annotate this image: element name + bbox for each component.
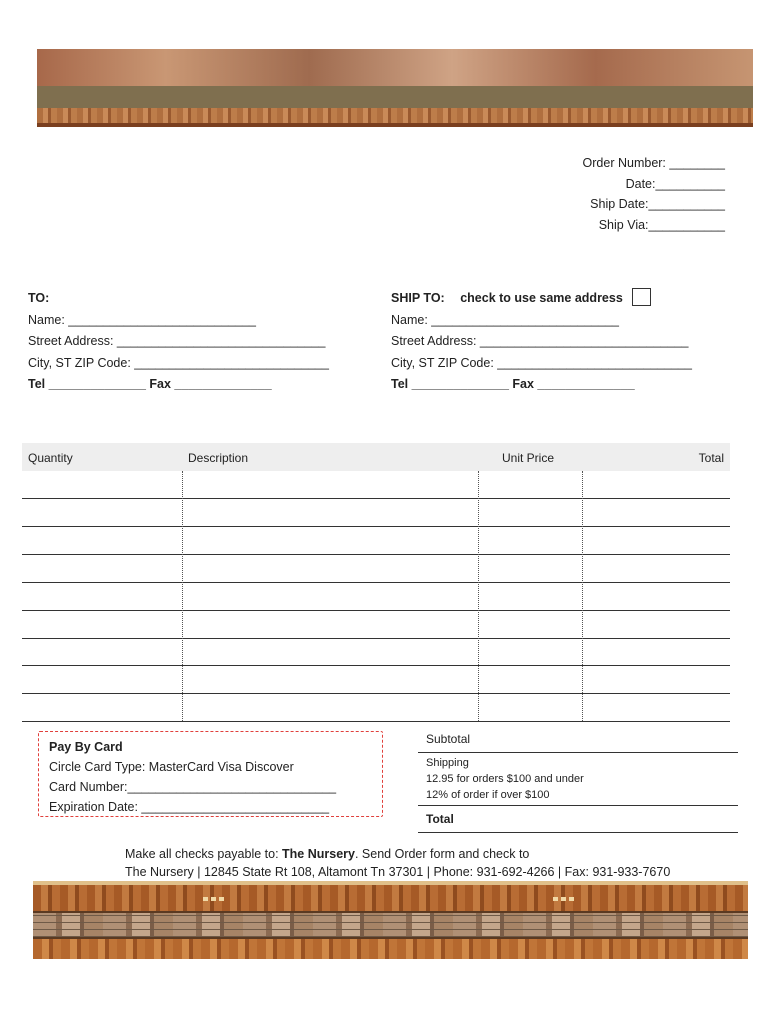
footer-note bbox=[125, 845, 670, 881]
same-address-checkbox[interactable] bbox=[632, 288, 651, 306]
pay-by-card-heading: Pay By Card bbox=[49, 740, 123, 754]
ship-to-street-field[interactable]: Street Address: ______________________________ bbox=[391, 334, 689, 348]
card-number-field[interactable]: Card Number:______________________________ bbox=[49, 780, 337, 794]
table-row[interactable] bbox=[22, 554, 730, 555]
to-name-field[interactable]: Name: ___________________________ bbox=[28, 312, 256, 327]
checks-payable-line bbox=[125, 845, 670, 863]
total-label: Total bbox=[426, 812, 454, 826]
footer-stone-band bbox=[33, 911, 748, 939]
column-header-total: Total bbox=[698, 451, 724, 465]
column-header-description: Description bbox=[188, 451, 249, 465]
ship-to-name-field[interactable]: Name: ___________________________ bbox=[391, 312, 619, 327]
table-row[interactable] bbox=[22, 610, 730, 611]
ornament-dots bbox=[203, 897, 225, 901]
column-header-unit-price: Unit Price bbox=[502, 451, 555, 465]
ornament-dots bbox=[553, 897, 575, 901]
shipping-rule-1: 12.95 for orders $100 and under bbox=[426, 773, 584, 785]
table-row[interactable] bbox=[22, 665, 730, 666]
ship-to-city-field[interactable]: City, ST ZIP Code: ____________________________ bbox=[391, 355, 692, 370]
to-street-field[interactable]: Street Address: ______________________________ bbox=[28, 334, 326, 348]
table-row[interactable] bbox=[22, 498, 730, 499]
ship-to-address-block bbox=[391, 288, 692, 396]
column-divider bbox=[582, 471, 583, 721]
order-info bbox=[583, 153, 725, 235]
company-address-line: The Nursery | 12845 State Rt 108, Altamont Tn 37301 | Phone: 931-692-4266 | Fax: 931-933-7670 bbox=[125, 865, 671, 879]
total-line[interactable] bbox=[418, 832, 738, 833]
to-heading: TO: bbox=[28, 291, 50, 305]
banner-olive-band bbox=[37, 86, 753, 108]
card-expiration-field[interactable]: Expiration Date: ___________________________ bbox=[49, 800, 330, 814]
shipping-rule-2: 12% of order if over $100 bbox=[426, 789, 550, 801]
same-address-label: check to use same address bbox=[460, 291, 623, 305]
checks-suffix: . Send Order form and check to bbox=[354, 847, 530, 861]
to-city-field[interactable]: City, ST ZIP Code: ____________________________ bbox=[28, 355, 329, 370]
footer-banner bbox=[33, 881, 748, 959]
footer-wood-band bbox=[33, 881, 748, 911]
column-divider bbox=[478, 471, 479, 721]
ship-to-heading-row bbox=[391, 288, 692, 310]
table-row[interactable] bbox=[22, 693, 730, 694]
shipping-line[interactable] bbox=[418, 805, 738, 806]
table-row[interactable] bbox=[22, 721, 730, 722]
table-row[interactable] bbox=[22, 638, 730, 639]
card-type-field[interactable]: Circle Card Type: MasterCard Visa Discover bbox=[49, 760, 294, 774]
table-row[interactable] bbox=[22, 526, 730, 527]
column-divider bbox=[182, 471, 183, 721]
ship-to-heading: SHIP TO: bbox=[391, 291, 445, 305]
shipping-label: Shipping bbox=[426, 757, 469, 769]
order-number-field[interactable]: Order Number: ________ bbox=[582, 156, 725, 170]
table-row[interactable] bbox=[22, 582, 730, 583]
header-banner bbox=[37, 49, 753, 127]
ship-via-field[interactable]: Ship Via:___________ bbox=[598, 217, 725, 232]
pay-by-card-box bbox=[38, 731, 383, 817]
order-date-field[interactable]: Date:__________ bbox=[625, 176, 725, 191]
subtotal-line[interactable] bbox=[418, 752, 738, 753]
ship-to-tel-fax-field[interactable]: Tel ______________ Fax ______________ bbox=[391, 377, 635, 391]
footer-wood-band-lower bbox=[33, 939, 748, 959]
column-header-quantity: Quantity bbox=[28, 451, 73, 465]
banner-wood-band bbox=[37, 108, 753, 127]
to-tel-fax-field[interactable]: Tel ______________ Fax ______________ bbox=[28, 377, 272, 391]
to-address-block bbox=[28, 288, 329, 396]
checks-prefix: Make all checks payable to: bbox=[125, 847, 283, 861]
items-table-header bbox=[22, 443, 730, 471]
company-name: The Nursery bbox=[282, 847, 355, 861]
subtotal-label: Subtotal bbox=[426, 732, 471, 746]
ship-date-field[interactable]: Ship Date:___________ bbox=[590, 197, 725, 211]
banner-copper-band bbox=[37, 49, 753, 86]
